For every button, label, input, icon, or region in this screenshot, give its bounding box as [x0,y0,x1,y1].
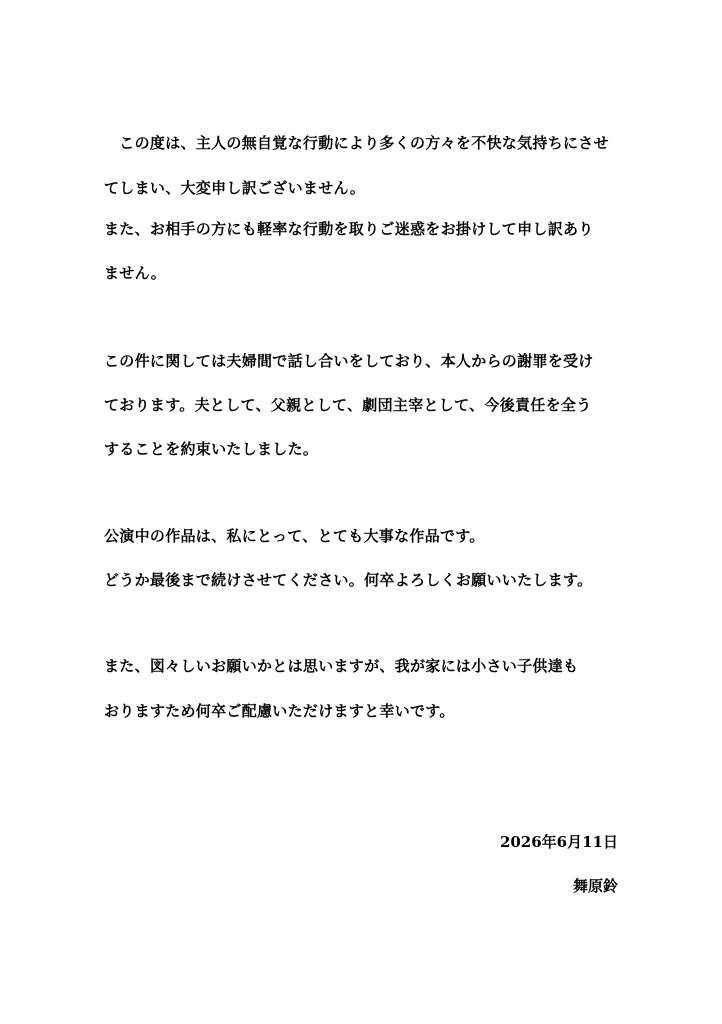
text-line: おりますため何卒ご配慮いただけますと幸いです。 [104,702,455,720]
text-line: ております。夫として、父親として、劇団主宰として、今後責任を全う [104,396,592,414]
text-line: ません。 [104,264,167,282]
text-line: することを約束いたしました。 [104,440,319,458]
document-date: 2026年6月11日 [499,833,618,851]
text-line: どうか最後まで続けさせてください。何卒よろしくお願いいたします。 [104,571,593,589]
text-line: また、お相手の方にも軽率な行動を取りご迷惑をお掛けして申し訳あり [104,220,594,238]
text-line: この度は、主人の無自覚な行動により多くの方々を不快な気持ちにさせ [104,134,609,152]
text-line: てしまい、大変申し訳ございません。 [104,179,366,197]
signature: 舞原鈴 [572,877,618,895]
text-line: この件に関しては夫婦間で話し合いをしており、本人からの謝罪を受け [104,352,594,370]
text-line: また、図々しいお願いかとは思いますが、我が家には小さい子供達も [104,657,579,675]
text-line: 公演中の作品は、私にとって、とても大事な作品です。 [104,527,485,545]
